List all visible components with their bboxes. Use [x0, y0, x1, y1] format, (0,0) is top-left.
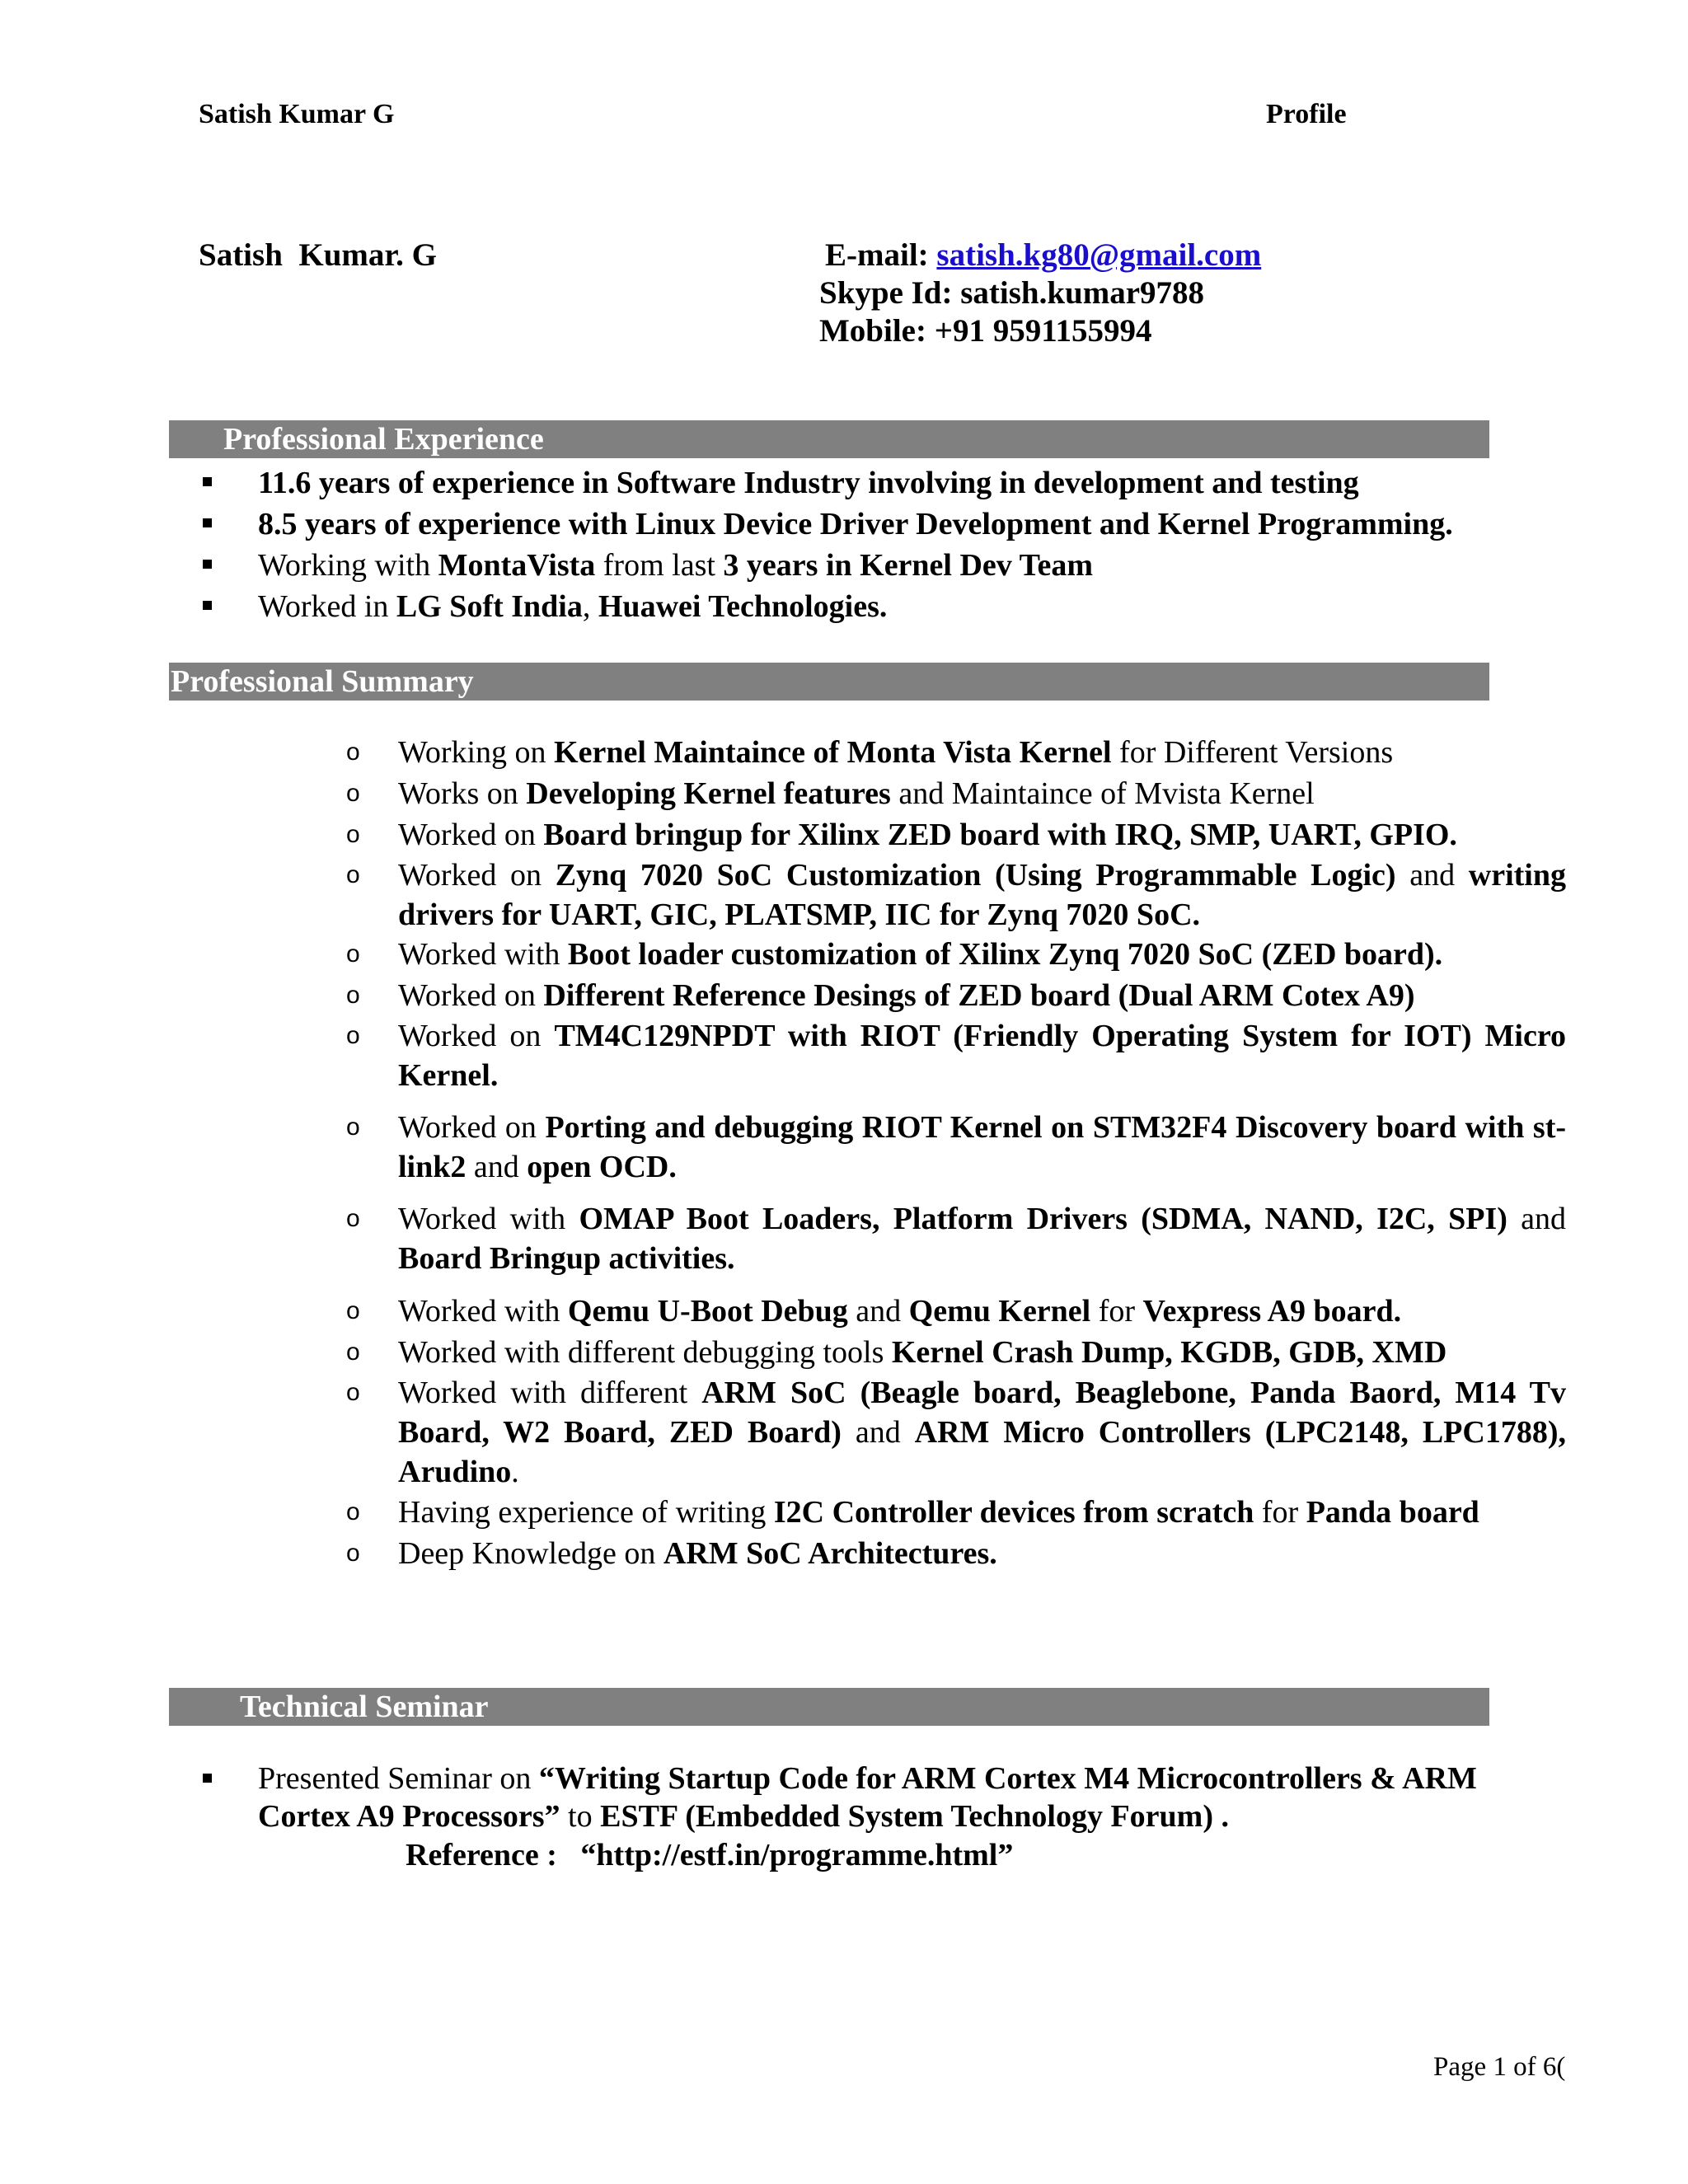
circle-bullet-icon: o — [346, 1297, 360, 1324]
text-run: Worked on — [398, 1110, 546, 1145]
text-run: Worked in — [258, 589, 396, 624]
circle-bullet-icon: o — [346, 861, 360, 888]
summary-item — [346, 1493, 1566, 1532]
text-run: and — [466, 1150, 528, 1184]
bold-text-run: 11.6 years of experience in Software Industry involving in development and testing — [258, 466, 1359, 500]
email-link[interactable]: satish.kg80@gmail.com — [936, 237, 1262, 273]
skype-id: satish.kumar9788 — [960, 275, 1205, 311]
text-run: Worked with — [398, 937, 568, 972]
summary-item — [346, 1199, 1566, 1278]
mobile-number: +91 9591155994 — [934, 313, 1152, 349]
text-run: . — [511, 1455, 519, 1489]
text-run: Working on — [398, 735, 555, 770]
seminar-item — [258, 1760, 1566, 1835]
reference-url: “http://estf.in/programme.html” — [580, 1838, 1014, 1872]
text-run: for Different Versions — [1111, 735, 1394, 770]
summary-item — [346, 1108, 1567, 1187]
text-run: Worked with different debugging tools — [398, 1335, 892, 1370]
experience-item — [258, 464, 1564, 502]
text-run: Worked on — [398, 1019, 555, 1053]
header-name: Satish Kumar G — [199, 99, 395, 129]
bold-text-run: open OCD. — [527, 1150, 677, 1184]
email-line — [825, 237, 1261, 274]
bold-text-run: Zynq 7020 SoC Customization (Using Programmable Logic) — [555, 858, 1396, 893]
bold-text-run: ARM SoC Architectures. — [663, 1536, 997, 1571]
circle-bullet-icon: o — [346, 1113, 360, 1141]
bold-text-run: ESTF (Embedded System Technology Forum) . — [600, 1799, 1229, 1834]
summary-item — [346, 1534, 1566, 1573]
text-run: Worked on — [398, 858, 556, 893]
circle-bullet-icon: o — [346, 1338, 360, 1366]
skype-label: Skype Id: — [819, 275, 961, 311]
circle-bullet-icon: o — [346, 1022, 360, 1049]
circle-bullet-icon: o — [346, 940, 360, 968]
text-run: Worked with different — [398, 1376, 702, 1410]
summary-item — [346, 815, 1566, 855]
skype-line — [819, 274, 1204, 312]
bold-text-run: Developing Kernel features — [526, 776, 891, 811]
bold-text-run: Different Reference Desings of ZED board (Dual ARM Cotex A9) — [543, 978, 1415, 1013]
text-run: and Maintaince of Mvista Kernel — [890, 776, 1315, 811]
circle-bullet-icon: o — [346, 1379, 360, 1406]
experience-item — [258, 505, 1564, 543]
summary-item — [346, 855, 1566, 935]
bold-text-run: writing drivers for UART, GIC, PLATSMP, IIC for Zynq 7020 SoC. — [398, 858, 1566, 932]
text-run: Having experience of writing — [398, 1495, 774, 1530]
email-label: E-mail: — [825, 237, 937, 273]
bold-text-run: LG Soft India — [396, 589, 583, 624]
bold-text-run: 8.5 years of experience with Linux Device Driver Development and Kernel Programming. — [258, 507, 1453, 541]
text-run: for — [1254, 1495, 1306, 1530]
circle-bullet-icon: o — [346, 738, 360, 766]
text-run: from last — [595, 548, 724, 583]
bold-text-run: Board Bringup activities. — [398, 1241, 735, 1276]
experience-item — [258, 546, 1564, 584]
text-run: Deep Knowledge on — [398, 1536, 663, 1571]
reference-label: Reference : — [406, 1838, 557, 1872]
summary-item — [346, 935, 1566, 974]
bold-text-run: Huawei Technologies. — [598, 589, 888, 624]
summary-item — [346, 1016, 1566, 1095]
text-run: Working with — [258, 548, 438, 583]
candidate-name: Satish Kumar. G — [199, 237, 437, 273]
text-run: and — [1507, 1202, 1566, 1236]
bold-text-run: Panda board — [1306, 1495, 1479, 1530]
bold-text-run: Kernel Crash Dump, KGDB, GDB, XMD — [891, 1335, 1447, 1370]
experience-item — [258, 588, 1564, 626]
circle-bullet-icon: o — [346, 1498, 360, 1526]
circle-bullet-icon: o — [346, 821, 360, 848]
bold-text-run: Qemu Kernel — [908, 1294, 1091, 1329]
bold-text-run: TM4C129NPDT with RIOT (Friendly Operating System for IOT) Micro Kernel. — [398, 1019, 1566, 1093]
text-run: Presented Seminar on — [258, 1761, 539, 1796]
circle-bullet-icon: o — [346, 780, 360, 807]
circle-bullet-icon: o — [346, 1540, 360, 1567]
summary-item — [346, 1373, 1566, 1492]
section-heading-experience: Professional Experience — [169, 420, 1489, 458]
bold-text-run: Kernel Maintaince of Monta Vista Kernel — [554, 735, 1112, 770]
circle-bullet-icon: o — [346, 1205, 360, 1232]
seminar-reference — [406, 1837, 1013, 1873]
summary-item — [346, 1291, 1566, 1331]
bold-text-run: Vexpress A9 board. — [1142, 1294, 1402, 1329]
bold-text-run: Board bringup for Xilinx ZED board with IRQ, SMP, UART, GPIO. — [543, 818, 1457, 852]
circle-bullet-icon: o — [346, 982, 360, 1009]
bold-text-run: OMAP Boot Loaders, Platform Drivers (SDMA, NAND, I2C, SPI) — [579, 1202, 1507, 1236]
summary-item — [346, 733, 1566, 772]
bold-text-run: “Writing Startup Code for ARM Cortex M4 Microcontrollers & ARM Cortex A9 Processors” — [258, 1761, 1477, 1834]
mobile-label: Mobile: — [819, 313, 935, 349]
summary-item — [346, 976, 1566, 1015]
bold-text-run: Porting and debugging RIOT Kernel on STM32F4 Discovery board with st-link2 — [398, 1110, 1567, 1184]
header-doc-title: Profile — [1266, 99, 1347, 129]
page-number: Page 1 of 6( — [1433, 2052, 1566, 2082]
text-run: and — [847, 1294, 909, 1329]
bold-text-run: 3 years in Kernel Dev Team — [723, 548, 1093, 583]
text-run: and — [841, 1415, 915, 1450]
bold-text-run: ARM SoC (Beagle board, Beaglebone, Panda Baord, M14 Tv Board, W2 Board, ZED Board) — [398, 1376, 1566, 1450]
bold-text-run: Boot loader customization of Xilinx Zynq 7020 SoC (ZED board). — [567, 937, 1443, 972]
summary-item — [346, 774, 1566, 813]
bold-text-run: MontaVista — [438, 548, 596, 583]
text-run: Worked on — [398, 978, 544, 1013]
section-heading-seminar: Technical Seminar — [169, 1688, 1489, 1726]
bold-text-run: Qemu U-Boot Debug — [567, 1294, 848, 1329]
text-run: Worked with — [398, 1202, 579, 1236]
mobile-line — [819, 312, 1152, 349]
bold-text-run: I2C Controller devices from scratch — [773, 1495, 1254, 1530]
text-run: to — [560, 1799, 601, 1834]
text-run: for — [1090, 1294, 1143, 1329]
text-run: Works on — [398, 776, 527, 811]
bold-text-run: ARM Micro Controllers (LPC2148, LPC1788), Arudino — [398, 1415, 1566, 1489]
section-heading-summary: Professional Summary — [169, 663, 1489, 701]
text-run: , — [582, 589, 598, 624]
summary-item — [346, 1333, 1566, 1372]
text-run: and — [1395, 858, 1469, 893]
text-run: Worked with — [398, 1294, 568, 1329]
text-run: Worked on — [398, 818, 544, 852]
